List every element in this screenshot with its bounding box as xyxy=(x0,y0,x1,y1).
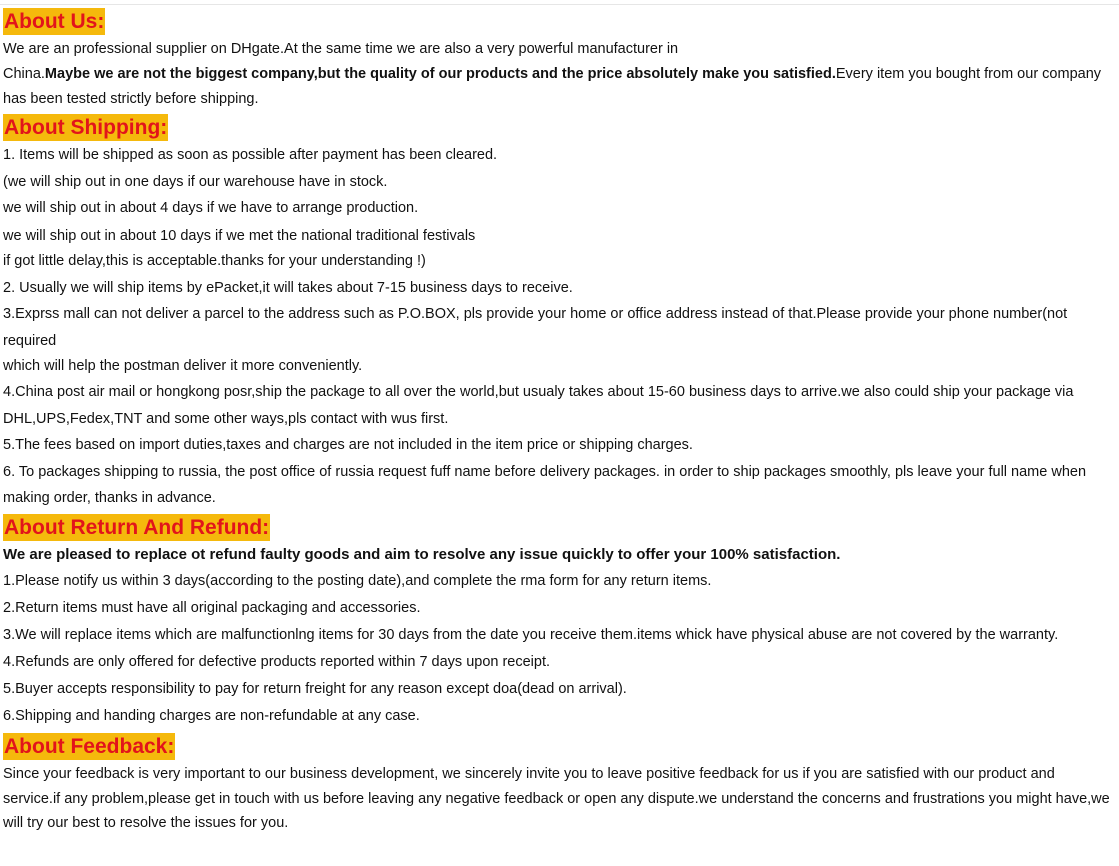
shipping-line: 1. Items will be shipped as soon as possible after payment has been cleared. xyxy=(3,147,498,163)
shipping-line: 5.The fees based on import duties,taxes and charges are not included in the item price or shipping charges. xyxy=(3,437,693,453)
about-refund-heading: About Return And Refund: xyxy=(4,515,270,539)
feedback-paragraph: Since your feedback is very important to our business development, we sincerely invite you to leave positive feedback for us if you are satisfied with our product and service.if any problem,please get in touch with us before leaving any negative feedback or open any dispute.we understand the concerns and frustrations you might have,we will try our best to resolve the issues for you. xyxy=(3,766,1110,831)
refund-line: 2.Return items must have all original packaging and accessories. xyxy=(3,600,421,616)
about-us-continuation xyxy=(3,62,1111,112)
top-divider xyxy=(0,4,1119,5)
refund-line: 5.Buyer accepts responsibility to pay for return freight for any reason except doa(dead on arrival). xyxy=(3,681,627,697)
refund-line: 6.Shipping and handing charges are non-refundable at any case. xyxy=(3,708,420,724)
refund-line: 3.We will replace items which are malfunctionlng items for 30 days from the date you receive them.items whick have physical abuse are not covered by the warranty. xyxy=(3,627,1059,643)
refund-line: 4.Refunds are only offered for defective products reported within 7 days upon receipt. xyxy=(3,654,551,670)
shipping-line: 3.Exprss mall can not deliver a parcel to the address such as P.O.BOX, pls provide your home or office address instead of that.Please provide your phone number(not required xyxy=(3,306,1068,349)
shipping-line: if got little delay,this is acceptable.thanks for your understanding !) xyxy=(3,252,426,269)
refund-line: 1.Please notify us within 3 days(according to the posting date),and complete the rma form for any return items. xyxy=(3,573,712,589)
about-refund-section xyxy=(3,514,1111,731)
about-us-heading: About Us: xyxy=(4,10,105,33)
refund-intro: We are pleased to replace ot refund faulty goods and aim to resolve any issue quickly to offer your 100% satisfaction. xyxy=(3,545,841,563)
about-us-line: We are an professional supplier on DHgate.At the same time we are also a very powerful manufacturer in xyxy=(3,41,679,57)
about-us-china-text: China. xyxy=(3,66,45,82)
shipping-line: 4.China post air mail or hongkong posr,ship the package to all over the world,but usualy takes about 15-60 business days to arrive.we also could ship your package via DHL,UPS,Fedex,TNT and some other ways,pls contact with wus first. xyxy=(3,384,1074,427)
about-us-tail-text: Every item you bought from our company has been tested strictly before shipping. xyxy=(3,66,1102,107)
description-content xyxy=(3,8,1111,836)
about-us-paragraph xyxy=(3,37,1111,112)
about-us-bold-statement: Maybe we are not the biggest company,but the quality of our products and the price absolutely make you satisfied. xyxy=(44,66,836,82)
about-feedback-section xyxy=(3,733,1111,836)
shipping-line: which will help the postman deliver it more conveniently. xyxy=(3,358,363,374)
shipping-line: (we will ship out in one days if our warehouse have in stock. xyxy=(3,173,388,190)
about-feedback-heading: About Feedback: xyxy=(4,735,175,758)
shipping-line: we will ship out in about 4 days if we have to arrange production. xyxy=(3,200,419,216)
shipping-line: we will ship out in about 10 days if we met the national traditional festivals xyxy=(3,227,476,244)
shipping-line: 6. To packages shipping to russia, the post office of russia request fuff name before delivery packages. in order to ship packages smoothly, pls leave your full name when making order, thanks in advance. xyxy=(3,463,1087,506)
shipping-line: 2. Usually we will ship items by ePacket,it will takes about 7-15 business days to receive. xyxy=(3,279,573,296)
about-shipping-heading: About Shipping: xyxy=(4,116,168,139)
about-us-section xyxy=(3,8,1111,112)
about-shipping-section xyxy=(3,114,1111,512)
